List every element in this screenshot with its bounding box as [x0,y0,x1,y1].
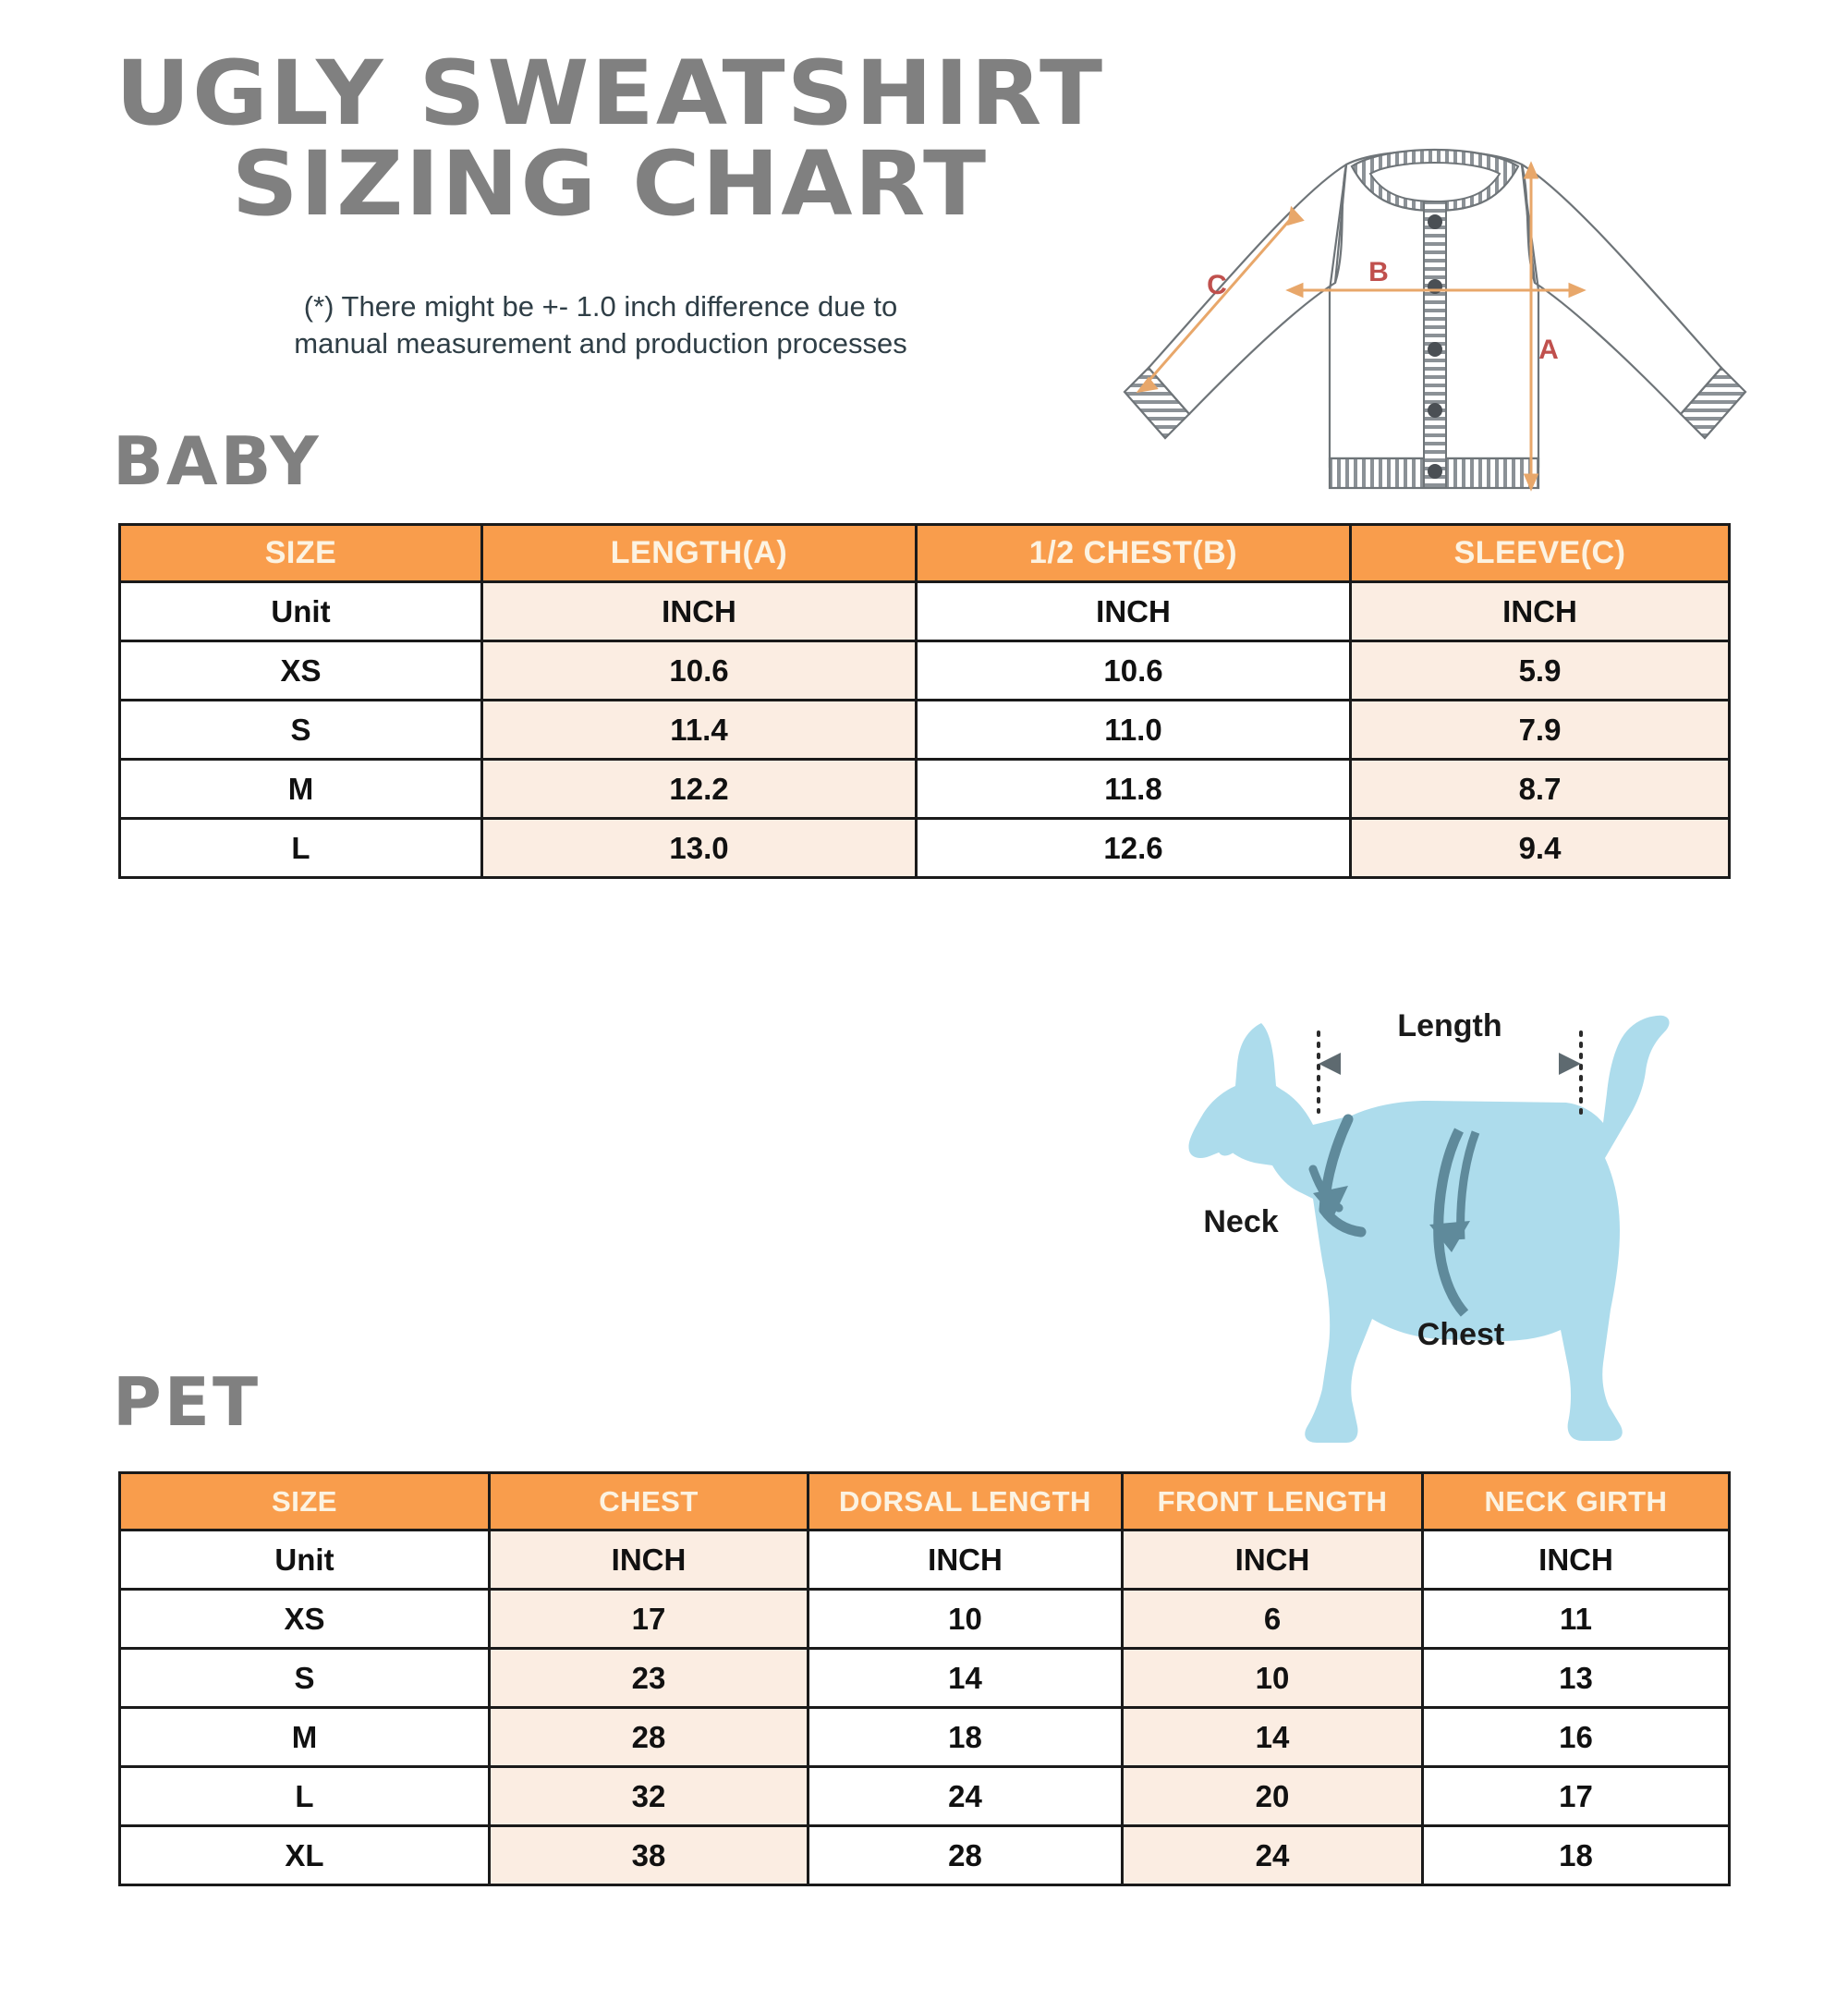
disclaimer-line-1: (*) There might be +- 1.0 inch difference due to [303,290,898,323]
cell-sleeve: 5.9 [1351,641,1730,701]
cell-front-length: 20 [1123,1767,1423,1826]
cell-size: XS [120,641,482,701]
left-cuff [1125,368,1189,438]
dog-measurement-diagram-icon [1150,975,1742,1465]
right-cuff [1681,368,1745,438]
cell-size: L [120,1767,490,1826]
pet-col-dorsal-length: DORSAL LENGTH [808,1473,1123,1530]
measure-label-b: B [1368,257,1389,287]
disclaimer-line-2: manual measurement and production processes [294,327,907,360]
pet-col-neck-girth: NECK GIRTH [1423,1473,1730,1530]
cell-length: 12.2 [482,760,917,819]
pet-col-size: SIZE [120,1473,490,1530]
dog-label-neck: Neck [1203,1204,1279,1239]
cell-length: 13.0 [482,819,917,878]
cell-sleeve: 9.4 [1351,819,1730,878]
cell-dorsal-length: 24 [808,1767,1123,1826]
length-arrow [1319,1053,1581,1075]
baby-sizing-table [118,523,1731,879]
pet-col-chest: CHEST [490,1473,808,1530]
cell-chest: 23 [490,1649,808,1708]
table-row [120,1767,1730,1826]
cell-size: Unit [120,1530,490,1590]
cell-size: XS [120,1590,490,1649]
cell-sleeve: 8.7 [1351,760,1730,819]
cell-size: S [120,1649,490,1708]
cell-chest: INCH [490,1530,808,1590]
cell-chest: 11.8 [917,760,1351,819]
cardigan-diagram-icon [1104,109,1769,506]
table-row [120,1708,1730,1767]
table-row [120,701,1730,760]
pet-sizing-table [118,1471,1731,1886]
cell-chest: INCH [917,582,1351,641]
table-row [120,582,1730,641]
table-row [120,760,1730,819]
cell-size: S [120,701,482,760]
cell-length: 11.4 [482,701,917,760]
cell-chest: 11.0 [917,701,1351,760]
cell-front-length: 14 [1123,1708,1423,1767]
cell-neck-girth: 16 [1423,1708,1730,1767]
cell-neck-girth: 18 [1423,1826,1730,1885]
cell-sleeve: INCH [1351,582,1730,641]
table-row [120,1826,1730,1885]
title-line-2: SIZING CHART [231,132,989,236]
baby-col-length: LENGTH(A) [482,525,917,582]
cell-dorsal-length: 28 [808,1826,1123,1885]
cell-sleeve: 7.9 [1351,701,1730,760]
cell-chest: 32 [490,1767,808,1826]
baby-col-sleeve: SLEEVE(C) [1351,525,1730,582]
baby-table-header-row [120,525,1730,582]
cell-chest: 38 [490,1826,808,1885]
cell-neck-girth: 13 [1423,1649,1730,1708]
table-row [120,1530,1730,1590]
cell-front-length: 24 [1123,1826,1423,1885]
baby-section-heading: BABY [113,422,322,500]
cell-dorsal-length: INCH [808,1530,1123,1590]
measure-label-c: C [1207,270,1227,300]
measure-label-a: A [1538,335,1559,365]
cell-length: 10.6 [482,641,917,701]
baby-col-chest: 1/2 CHEST(B) [917,525,1351,582]
cell-size: XL [120,1826,490,1885]
cell-chest: 28 [490,1708,808,1767]
table-row [120,641,1730,701]
dog-label-chest: Chest [1416,1317,1505,1352]
cell-length: INCH [482,582,917,641]
dog-label-length: Length [1397,1008,1502,1043]
cell-front-length: 10 [1123,1649,1423,1708]
baby-col-size: SIZE [120,525,482,582]
page-title [111,42,1109,236]
cell-dorsal-length: 10 [808,1590,1123,1649]
cell-chest: 12.6 [917,819,1351,878]
table-row [120,1590,1730,1649]
table-row [120,819,1730,878]
cell-front-length: INCH [1123,1530,1423,1590]
table-row [120,1649,1730,1708]
cell-chest: 10.6 [917,641,1351,701]
measurement-disclaimer [185,288,1016,362]
cell-neck-girth: 17 [1423,1767,1730,1826]
pet-col-front-length: FRONT LENGTH [1123,1473,1423,1530]
cell-neck-girth: 11 [1423,1590,1730,1649]
cell-dorsal-length: 14 [808,1649,1123,1708]
pet-table-header-row [120,1473,1730,1530]
cell-size: M [120,1708,490,1767]
cell-neck-girth: INCH [1423,1530,1730,1590]
pet-section-heading: PET [113,1363,261,1441]
cell-dorsal-length: 18 [808,1708,1123,1767]
cell-chest: 17 [490,1590,808,1649]
cell-size: Unit [120,582,482,641]
cell-front-length: 6 [1123,1590,1423,1649]
cell-size: M [120,760,482,819]
title-line-1: UGLY SWEATSHIRT [115,42,1105,145]
cell-size: L [120,819,482,878]
